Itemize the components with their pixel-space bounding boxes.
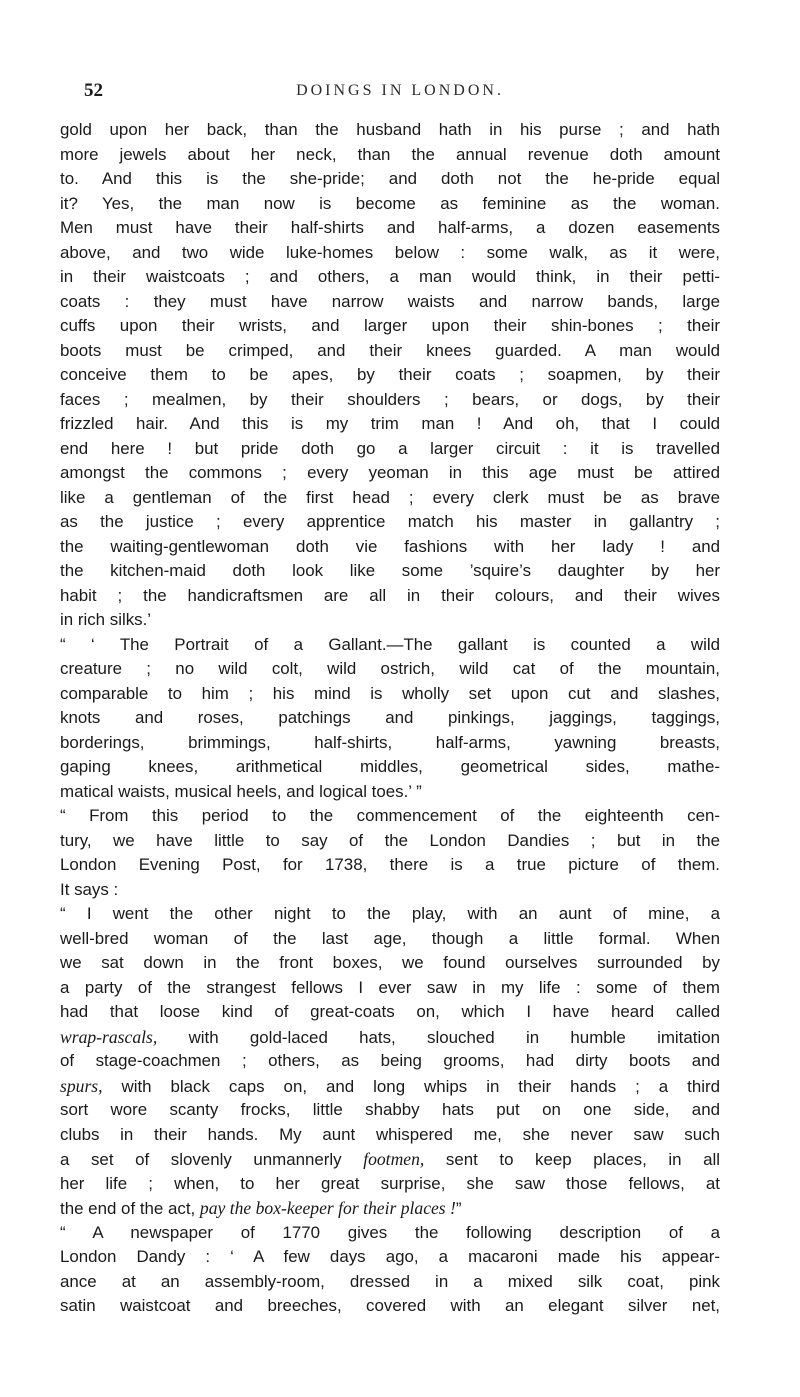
- text-line: Men must have their half-shirts and half-arms, a dozen easements: [60, 218, 720, 237]
- text-line: borderings, brimmings, half-shirts, half-arms, yawning breasts,: [60, 732, 720, 752]
- text-line: her life ; when, to her great surprise, she saw those fellows, at: [60, 1173, 720, 1193]
- text-line: London Dandy : ‘ A few days ago, a macaroni made his appear-: [60, 1247, 720, 1266]
- text-line: “ From this period to the commencement of the eighteenth cen-: [60, 806, 720, 825]
- text-line: in their waistcoats ; and others, a man would think, in their petti-: [60, 267, 720, 286]
- text-line: satin waistcoat and breeches, covered with an elegant silver net,: [60, 1296, 720, 1315]
- text-line: it? Yes, the man now is become as feminine as the woman.: [60, 193, 720, 213]
- text-line: comparable to him ; his mind is wholly set upon cut and slashes,: [60, 683, 720, 703]
- text-line: sort wore scanty frocks, little shabby hats put on one side, and: [60, 1100, 720, 1119]
- text-line: creature ; no wild colt, wild ostrich, wild cat of the mountain,: [60, 659, 720, 678]
- text-segment: sent to keep places, in all: [424, 1150, 720, 1169]
- text-line: to. And this is the she-pride; and doth not the he-pride equal: [60, 169, 720, 188]
- text-line: It says :: [60, 879, 119, 899]
- italic-text: spurs,: [60, 1075, 103, 1096]
- text-line: [60, 1074, 720, 1099]
- text-line: [60, 1025, 720, 1050]
- text-line: more jewels about her neck, than the annual revenue doth amount: [60, 144, 720, 164]
- text-line: like a gentleman of the first head ; every clerk must be as brave: [60, 487, 720, 507]
- text-line: [60, 1196, 720, 1221]
- text-line: amongst the commons ; every yeoman in this age must be attired: [60, 463, 720, 482]
- text-line: ance at an assembly-room, dressed in a mixed silk coat, pink: [60, 1271, 720, 1291]
- text-segment: with black caps on, and long whips in their hands ; a third: [102, 1076, 720, 1096]
- text-line: as the justice ; every apprentice match his master in gallantry ;: [60, 512, 720, 531]
- text-line: boots must be crimped, and their knees guarded. A man would: [60, 340, 720, 360]
- text-segment: a set of slovenly unmannerly: [60, 1150, 364, 1169]
- text-line: London Evening Post, for 1738, there is a true picture of them.: [60, 855, 720, 874]
- text-line: knots and roses, patchings and pinkings, jaggings, taggings,: [60, 708, 720, 727]
- text-segment: with gold-laced hats, slouched in humble imitation: [157, 1027, 720, 1047]
- text-line: a party of the strangest fellows I ever saw in my life : some of them: [60, 977, 720, 997]
- text-line: gaping knees, arithmetical middles, geometrical sides, mathe-: [60, 757, 720, 776]
- text-segment: ”: [455, 1199, 462, 1218]
- text-line: tury, we have little to say of the London Dandies ; but in the: [60, 830, 720, 850]
- text-line: clubs in their hands. My aunt whispered me, she never saw such: [60, 1124, 720, 1144]
- text-line: matical waists, musical heels, and logical toes.’ ”: [60, 781, 422, 801]
- text-line: conceive them to be apes, by their coats ; soapmen, by their: [60, 365, 720, 384]
- text-line: cuffs upon their wrists, and larger upon their shin-bones ; their: [60, 316, 720, 335]
- text-line: coats : they must have narrow waists and narrow bands, large: [60, 291, 720, 311]
- text-line: well-bred woman of the last age, though a little formal. When: [60, 928, 720, 948]
- text-line: frizzled hair. And this is my trim man ! And oh, that I could: [60, 414, 720, 433]
- text-line: [60, 1147, 720, 1172]
- text-line: gold upon her back, than the husband hath in his purse ; and hath: [60, 120, 720, 139]
- italic-text: pay the box-keeper for their places !: [199, 1198, 456, 1218]
- body-text: [60, 118, 720, 1319]
- text-line: we sat down in the front boxes, we found ourselves surrounded by: [60, 953, 720, 972]
- running-title: DOINGS IN LONDON.: [296, 82, 504, 99]
- page-number: 52: [84, 80, 103, 101]
- text-line: of stage-coachmen ; others, as being grooms, had dirty boots and: [60, 1051, 720, 1070]
- text-line: “ ‘ The Portrait of a Gallant.—The gallant is counted a wild: [60, 634, 720, 654]
- text-line: faces ; mealmen, by their shoulders ; bears, or dogs, by their: [60, 389, 720, 409]
- text-line: in rich silks.’: [60, 610, 152, 629]
- text-line: had that loose kind of great-coats on, which I have heard called: [60, 1002, 720, 1021]
- text-line: habit ; the handicraftsmen are all in their colours, and their wives: [60, 585, 720, 605]
- italic-text: wrap-rascals,: [60, 1026, 158, 1047]
- italic-text: footmen,: [363, 1149, 425, 1169]
- text-line: “ A newspaper of 1770 gives the following description of a: [60, 1222, 720, 1242]
- text-line: “ I went the other night to the play, with an aunt of mine, a: [60, 904, 720, 923]
- text-line: above, and two wide luke-homes below : some walk, as it were,: [60, 242, 720, 262]
- text-line: end here ! but pride doth go a larger circuit : it is travelled: [60, 438, 720, 458]
- text-segment: the end of the act,: [60, 1199, 200, 1218]
- running-head: [84, 80, 716, 110]
- text-line: the kitchen-maid doth look like some ’squire’s daughter by her: [60, 561, 720, 580]
- text-line: the waiting-gentlewoman doth vie fashions with her lady ! and: [60, 536, 720, 556]
